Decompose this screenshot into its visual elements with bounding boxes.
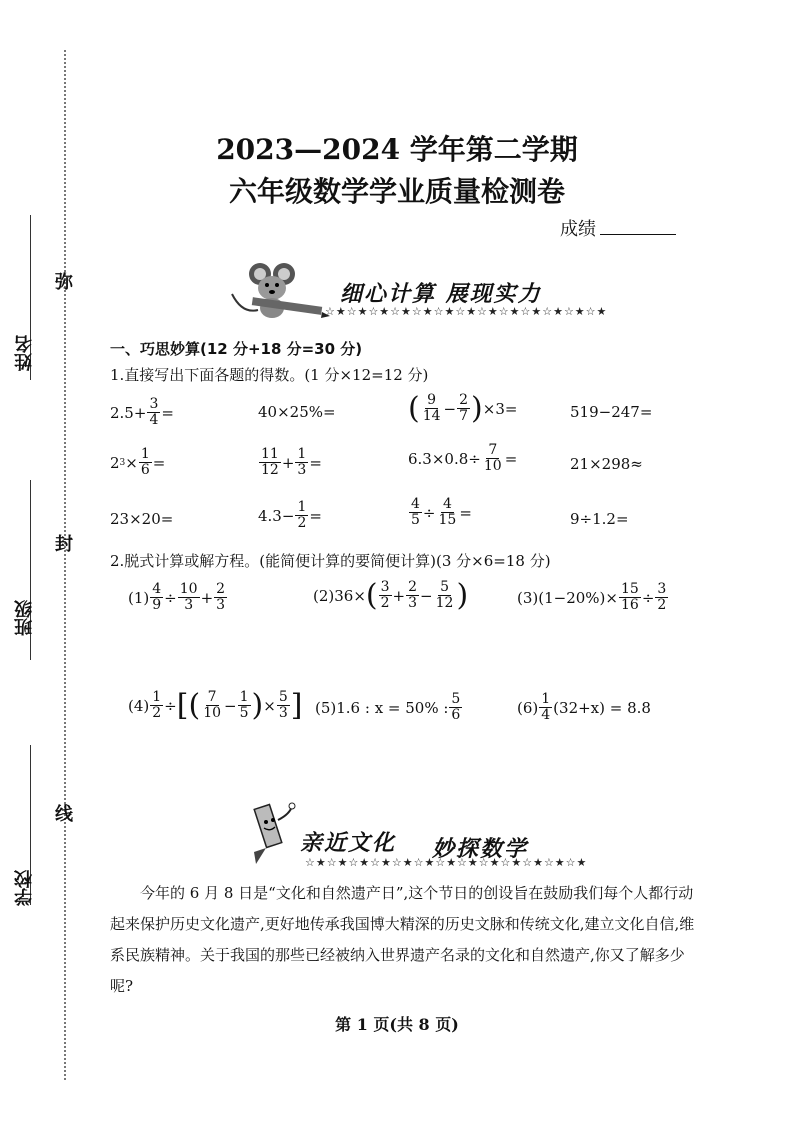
calc-item-a1: 2.5+ $\frac{3}{4}$ =	[110, 396, 174, 429]
calc-item-c3: $\frac{4}{5}$ ÷ $\frac{4}{15}$ =	[411, 496, 472, 529]
banner-careful-calculation: 细心计算 展现实力	[340, 282, 542, 307]
exam-title-year: 2023—2024 学年第二学期	[216, 133, 578, 166]
banner-explore-math: 妙探数学	[432, 837, 529, 862]
question-1-prompt: 1.直接写出下面各题的得数。(1 分×12=12 分)	[110, 366, 429, 384]
equation-item-6: (6) $\frac{1}{4}$ (32+x) = 8.8	[517, 691, 651, 724]
calc-item-b4: 21×298≈	[570, 455, 643, 473]
calc-item-a4: 519−247=	[570, 403, 653, 421]
calc-item-c2: 4.3− $\frac{1}{2}$ =	[258, 499, 322, 532]
equation-item-5: (5)1.6 : x = 50% : $\frac{5}{6}$	[315, 691, 461, 724]
score-blank[interactable]	[600, 234, 676, 235]
star-divider-2: ☆★☆★☆★☆★☆★☆★☆★☆★☆★☆★☆★☆★☆★	[305, 856, 588, 869]
page-number: 第 1 页(共 8 页)	[335, 1015, 459, 1034]
calc-item-b2: $\frac{11}{12}$ + $\frac{1}{3}$ =	[261, 446, 322, 479]
calc-item-b1: 2 3 × $\frac{1}{6}$ =	[110, 446, 166, 479]
calc-item-a2: 40×25%=	[258, 403, 336, 421]
star-divider: ☆★☆★☆★☆★☆★☆★☆★☆★☆★☆★☆★☆★☆★	[325, 305, 608, 318]
calc-item-b3: 6.3×0.8÷ $\frac{7}{10}$ =	[408, 442, 518, 475]
calc-item-a3: ( $\frac{9}{14}$ − $\frac{2}{7}$ ) ×3=	[408, 390, 518, 426]
class-label: 班级	[14, 600, 35, 636]
equation-item-1: (1) $\frac{4}{9}$ ÷ $\frac{10}{3}$ + $\frac{2}{3}$	[128, 581, 226, 614]
banner-embrace-culture: 亲近文化	[300, 831, 397, 856]
calc-item-c4: 9÷1.2=	[570, 510, 629, 528]
exam-title-name: 六年级数学学业质量检测卷	[228, 175, 565, 208]
pencil-character-icon	[244, 800, 300, 870]
mouse-holding-pencil-icon	[222, 254, 332, 324]
name-label: 姓名	[14, 335, 35, 371]
section-1-title: 一、巧思妙算(12 分+18 分=30 分)	[110, 340, 363, 358]
score-field[interactable]	[560, 215, 676, 241]
seal-mark-feng: 封	[55, 534, 73, 555]
score-label: 成绩	[560, 219, 596, 240]
equation-item-4: (4) $\frac{1}{2}$ ÷ [ ( $\frac{7}{10}$ − $\frac{1}{5}$ ) × $\frac{5}{3}$ ]	[128, 687, 303, 723]
equation-item-2: (2)36× ( $\frac{3}{2}$ + $\frac{2}{3}$ − $\frac{5}{12}$ )	[313, 577, 469, 613]
question-2-prompt: 2.脱式计算或解方程。(能简便计算的要简便计算)(3 分×6=18 分)	[110, 552, 551, 570]
heritage-intro-paragraph: 今年的 6 月 8 日是“文化和自然遗产日”,这个节日的创设旨在鼓励我们每个人都行动起来保护历史文化遗产,更好地传承我国博大精深的历史文脉和传统文化,建立文化自信,维系民族精神。关于我国的那些已经被纳入世界遗产名录的文化和自然遗产,你又了解多少呢?	[110, 884, 695, 995]
seal-mark-xian: 线	[55, 804, 73, 825]
equation-item-3: (3)(1−20%)× $\frac{15}{16}$ ÷ $\frac{3}{2}$	[517, 581, 667, 614]
calc-item-c1: 23×20=	[110, 510, 174, 528]
school-label: 学校	[14, 870, 35, 906]
seal-mark-mi: 弥	[55, 272, 73, 293]
